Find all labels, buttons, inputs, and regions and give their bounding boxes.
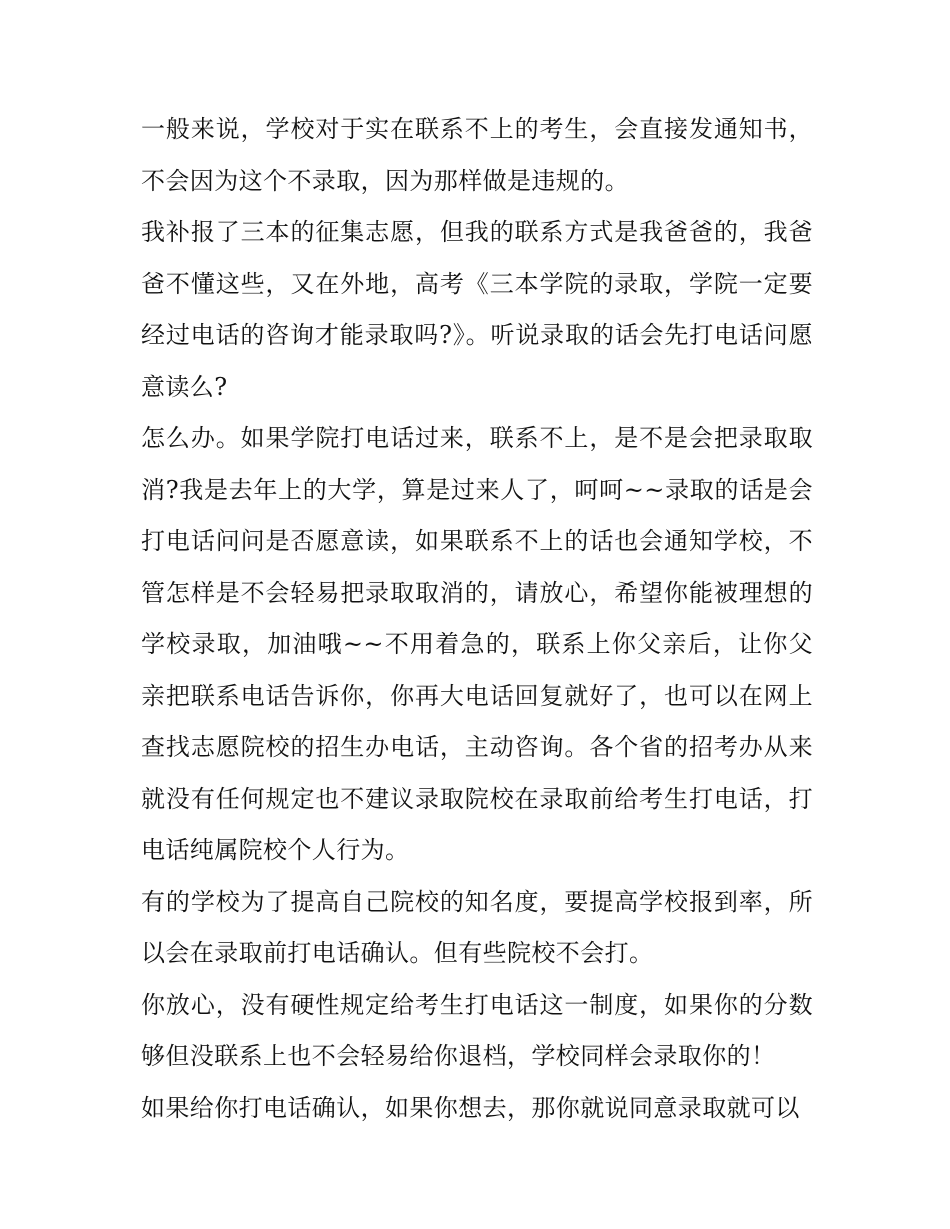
paragraph-6: 如果给你打电话确认，如果你想去，那你就说同意录取就可以 xyxy=(141,1093,800,1122)
paragraph-4: 有的学校为了提高自己院校的知名度，要提高学校报到率，所以会在录取前打电话确认。但有些院校不会打。 xyxy=(141,887,813,967)
paragraph-5: 你放心，没有硬性规定给考生打电话这一制度，如果你的分数够但没联系上也不会轻易给你退档，学校同样会录取你的！ xyxy=(141,990,813,1070)
paragraph-1: 一般来说，学校对于实在联系不上的考生，会直接发通知书，不会因为这个不录取，因为那样做是违规的。 xyxy=(141,115,813,195)
paragraph-2: 我补报了三本的征集志愿，但我的联系方式是我爸爸的，我爸爸不懂这些，又在外地，高考《三本学院的录取，学院一定要经过电话的咨询才能录取吗?》。听说录取的话会先打电话问愿意读么? xyxy=(141,218,813,401)
document-body xyxy=(141,104,813,1134)
paragraph-3: 怎么办。如果学院打电话过来，联系不上，是不是会把录取取消?我是去年上的大学，算是过来人了，呵呵~~录取的话是会打电话问问是否愿意读，如果联系不上的话也会通知学校，不管怎样是不会轻易把录取取消的，请放心，希望你能被理想的学校录取，加油哦~~不用着急的，联系上你父亲后，让你父亲把联系电话告诉你，你再大电话回复就好了，也可以在网上查找志愿院校的招生办电话，主动咨询。各个省的招考办从来就没有任何规定也不建议录取院校在录取前给考生打电话，打电话纯属院校个人行为。 xyxy=(141,424,813,864)
